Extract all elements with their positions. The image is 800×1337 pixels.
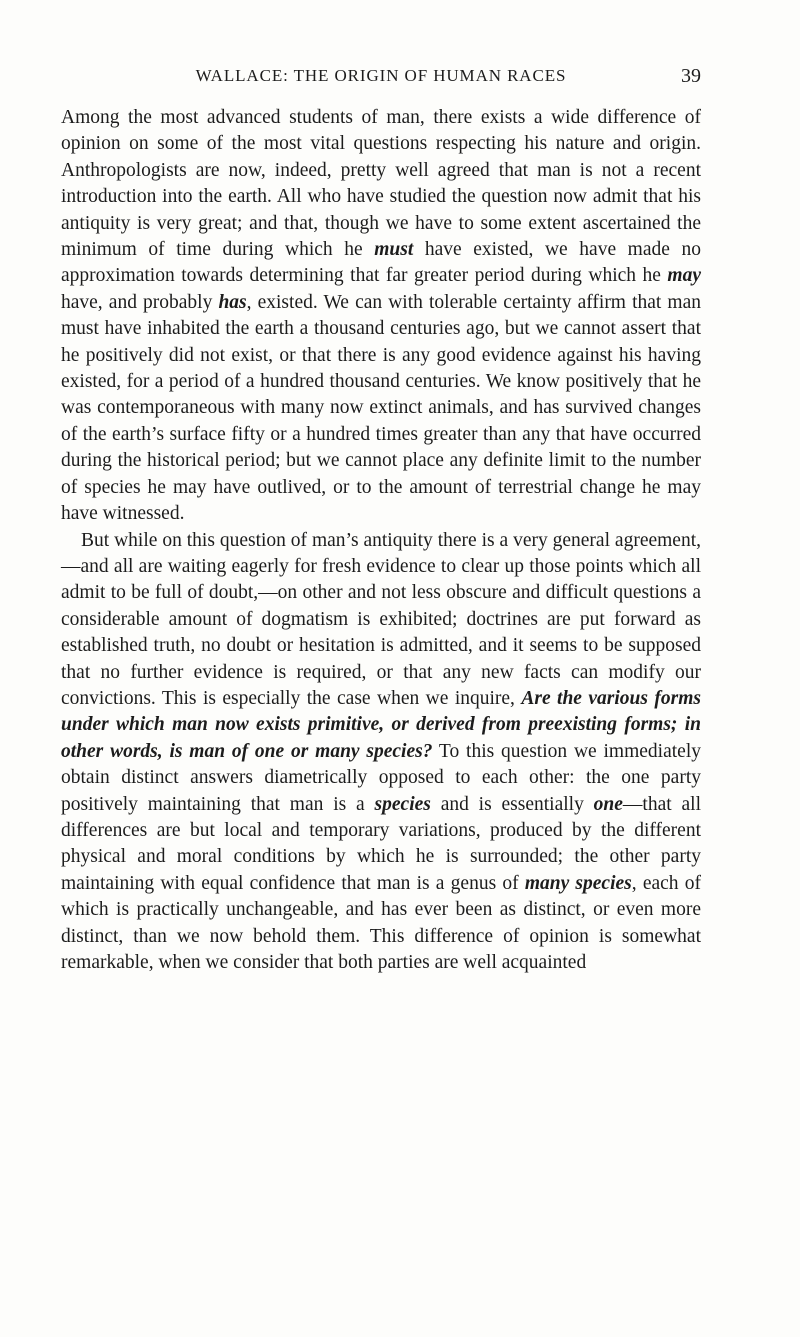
text-span: , existed. We can with tolerable certainty affirm that man must have inhabited the earth a thousand centuries ago, but we cannot assert that he positively did not exist, or that there is any good evidence against his having existed, for a period of a hundred thousand centuries. We know positively that he was contemporaneous with many now extinct animals, and has survived changes of the earth’s surface fifty or a hundred times greater than any that have occurred during the historical period; but we cannot place any definite limit to the number of species he may have outlived, or to the amount of terrestrial change he may have witnessed. [61, 291, 701, 525]
emphasis-has: has [218, 291, 247, 313]
text-span: To this question we immediately obtain distinct answers diametrically opposed to each other: the one party positively maintaining that man is a [61, 740, 701, 815]
running-head [61, 60, 701, 92]
text-span: Among the most advanced students of man, there exists a wide difference of opinion on some of the most vital questions respecting his nature and origin. Anthropologists are now, indeed, pretty well agreed that man is not a recent introduction into the earth. All who have studied the question now admit that his antiquity is very great; and that, though we have to some extent ascertained the minimum of time during which he [61, 107, 701, 261]
emphasis-must: must [374, 239, 414, 261]
emphasis-species: species [374, 793, 431, 815]
paragraph-1 [61, 105, 701, 528]
text-span: have, and probably [61, 291, 219, 313]
running-title: WALLACE: THE ORIGIN OF HUMAN RACES [195, 66, 567, 85]
emphasis-question: Are the various forms under which man now exists primitive, or derived from preexisting forms; in other words, is man of one or many species? [61, 687, 701, 762]
emphasis-one: one [593, 793, 623, 815]
book-page [61, 60, 701, 976]
emphasis-may: may [667, 265, 701, 287]
emphasis-many-species: many species [524, 872, 632, 894]
page-number: 39 [681, 65, 701, 87]
text-span: But while on this question of man’s antiquity there is a very general agreement,—and all are waiting eagerly for fresh evidence to clear up those points which all admit to be full of doubt,—on other and not less obscure and difficult questions a considerable amount of dogmatism is exhibited; doctrines are put forward as established truth, no doubt or hesitation is admitted, and it seems to be supposed that no further evidence is required, or that any new facts can modify our convictions. This is especially the case when we inquire, [61, 529, 701, 709]
text-span: —that all differences are but local and temporary variations, produced by the different physical and moral conditions by which he is surrounded; the other party maintaining with equal confidence that man is a genus of [61, 793, 701, 894]
paragraph-2 [61, 528, 701, 977]
text-span: have existed, we have made no approximation towards determining that far greater period during which he [61, 239, 701, 287]
body-text [61, 105, 701, 976]
text-span: and is essentially [430, 793, 594, 815]
text-span: , each of which is practically unchangeable, and has ever been as distinct, or even more distinct, than we now behold them. This difference of opinion is somewhat remarkable, when we consider that both parties are well acquainted [61, 872, 701, 973]
